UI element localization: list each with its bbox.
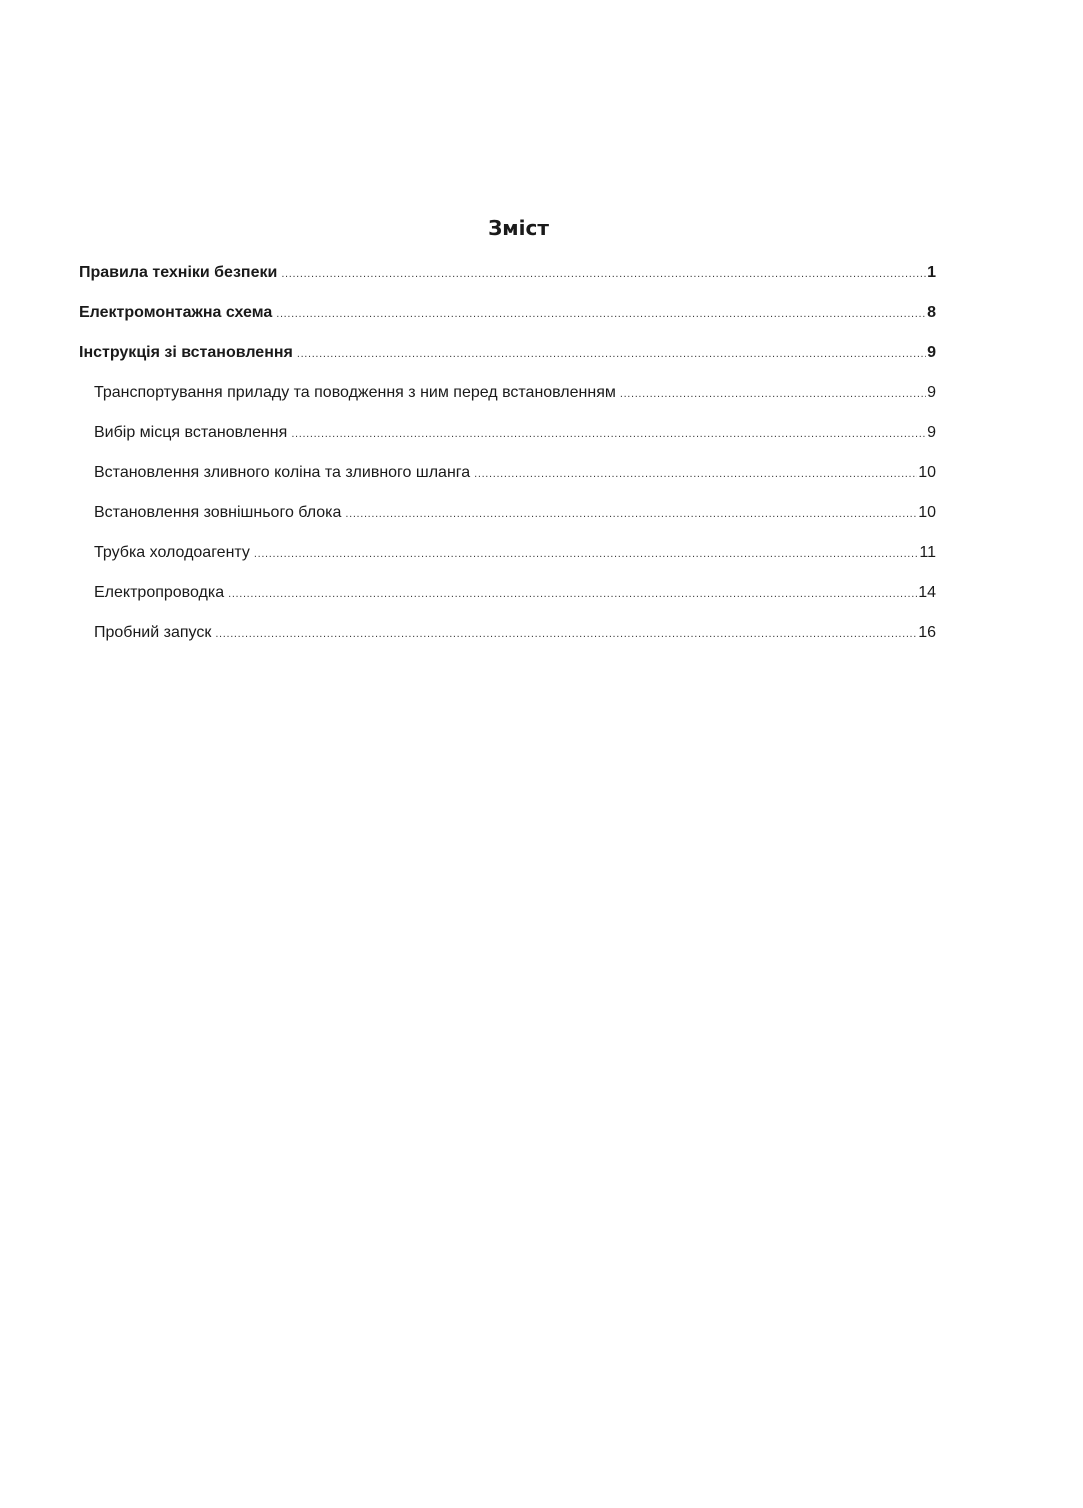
table-of-contents (79, 258, 936, 658)
toc-dot-leader (254, 539, 918, 569)
toc-dot-leader (228, 579, 917, 609)
toc-entry-page: 9 (927, 344, 936, 361)
toc-entry-label: Електромонтажна схема (79, 304, 273, 321)
toc-dot-leader (276, 299, 926, 329)
toc-title: Зміст (488, 216, 549, 240)
toc-entry-safety-rules[interactable] (79, 258, 936, 298)
toc-entry-page: 1 (927, 264, 936, 281)
toc-entry-electrical-wiring[interactable] (79, 578, 936, 618)
toc-entry-label: Вибір місця встановлення (94, 424, 288, 441)
toc-entry-page: 11 (919, 544, 936, 561)
toc-entry-location-choice[interactable] (79, 418, 936, 458)
toc-entry-label: Електропроводка (94, 584, 225, 601)
toc-entry-label: Встановлення зливного коліна та зливного шланга (94, 464, 471, 481)
toc-entry-transportation[interactable] (79, 378, 936, 418)
toc-entry-page: 9 (927, 424, 936, 441)
toc-entry-page: 9 (927, 384, 936, 401)
toc-dot-leader (620, 379, 926, 409)
toc-entry-test-run[interactable] (79, 618, 936, 658)
toc-dot-leader (215, 619, 917, 649)
toc-entry-wiring-diagram[interactable] (79, 298, 936, 338)
toc-dot-leader (291, 419, 926, 449)
toc-dot-leader (474, 459, 917, 489)
toc-entry-label: Інструкція зі встановлення (79, 344, 293, 361)
toc-entry-label: Встановлення зовнішнього блока (94, 504, 342, 521)
toc-entry-page: 14 (918, 584, 936, 601)
toc-entry-label: Правила техніки безпеки (79, 264, 278, 281)
toc-entry-installation-instructions[interactable] (79, 338, 936, 378)
toc-entry-refrigerant-pipe[interactable] (79, 538, 936, 578)
toc-entry-drain-installation[interactable] (79, 458, 936, 498)
toc-entry-label: Трубка холодоагенту (94, 544, 250, 561)
toc-dot-leader (281, 259, 926, 289)
toc-entry-outdoor-unit[interactable] (79, 498, 936, 538)
toc-dot-leader (297, 339, 926, 369)
toc-entry-page: 8 (927, 304, 936, 321)
toc-entry-page: 16 (918, 624, 936, 641)
toc-dot-leader (345, 499, 917, 529)
toc-entry-label: Пробний запуск (94, 624, 212, 641)
toc-entry-label: Транспортування приладу та поводження з ним перед встановленням (94, 384, 616, 401)
toc-entry-page: 10 (918, 504, 936, 521)
toc-entry-page: 10 (918, 464, 936, 481)
